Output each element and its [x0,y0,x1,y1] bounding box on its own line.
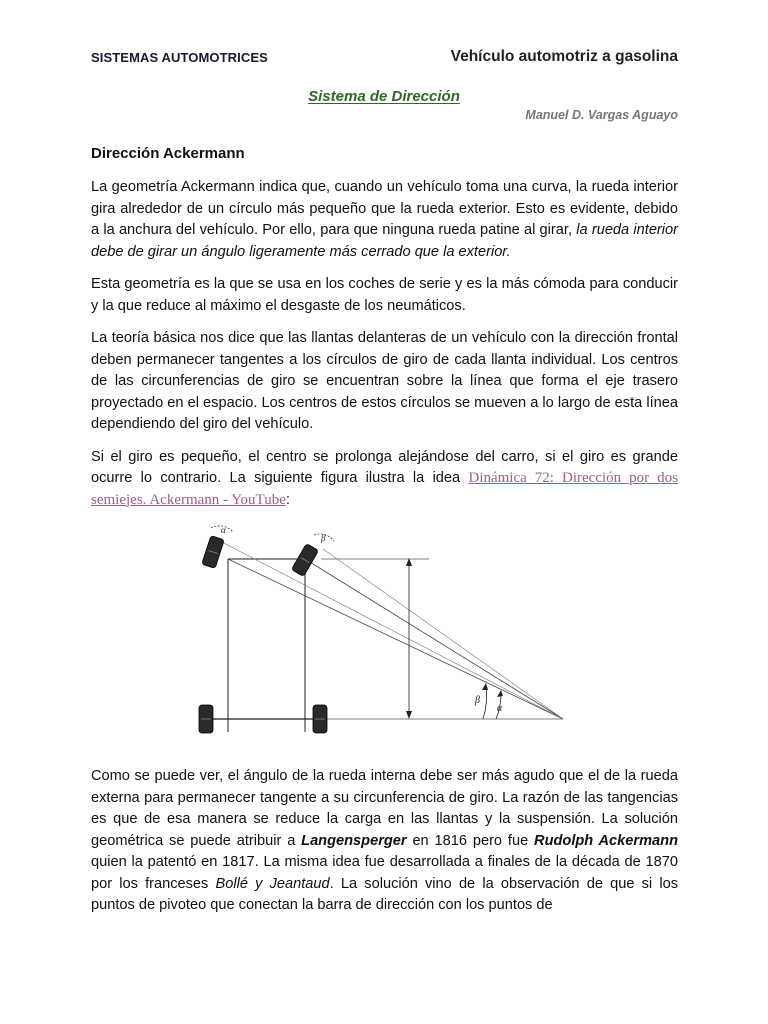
beta-wheel-label: β [321,533,326,543]
paragraph-5-langensperger: Langensperger [301,832,407,849]
inner-wheel-perp [216,539,563,719]
inner-wheel-radius [228,559,563,719]
beta-arc [483,685,487,719]
paragraph-5-t4: . La solución vino de la observación de que si los puntos de pivoteo que conectan la barra de dirección con los puntos de [91,875,678,913]
paragraph-5-t2: en 1816 pero fue [406,832,535,849]
paragraph-3: La teoría básica nos dice que las llantas delanteras de un vehículo con la dirección frontal deben permanecer tangentes a los círculos de giro de cada llanta individual. Los centros de las circunferencias de giro se encuentran sobre la línea que forma el eje trasero proyectado en el espacio. Los centros de estos círculos se mueven a lo largo de esta línea dependiendo del giro del vehículo. [91,330,678,432]
author-name: Manuel D. Vargas Aguayo [525,108,678,122]
paragraph-5-t1: Como se puede ver, el ángulo de la rueda interna debe ser más agudo que el de la rueda externa para permanecer tangente a su circunferencia de giro. La razón de las tangencias es que de esa manera se reduce la carga en las llantas y la suspensión. La solución geométrica se puede atribuir a [91,768,678,849]
paragraph-5-t3: quien la patentó en 1817. La misma idea fue desarrollada a finales de la década de 1870 por los franceses [91,854,678,892]
document-title-text: Sistema de Dirección [308,88,460,105]
paragraph-5 [91,766,678,917]
paragraph-1-italic: la rueda interior debe de girar un ángulo ligeramente más cerrado que la exterior. [91,222,679,260]
section-heading: Dirección Ackermann [91,145,245,162]
document-title [0,88,768,105]
paragraph-5-ackermann: Rudolph Ackermann [534,832,678,849]
paragraph-4-end: : [285,491,290,508]
alpha-arrow [497,690,503,697]
document-body [91,145,678,928]
paragraph-4-text: Si el giro es pequeño, el centro se prolonga alejándose del carro, si el giro es grande ocurre lo contrario. La siguiente figura ilustra la idea [91,448,678,486]
ackermann-diagram [91,522,678,754]
beta-angle-label: β [475,695,480,706]
header-topic: Vehículo automotriz a gasolina [450,48,678,65]
paragraph-1 [91,177,678,263]
beta-arrow [482,683,488,690]
arrowheads [406,558,503,719]
header-course: SISTEMAS AUTOMOTRICES [91,50,268,65]
wheelbase-arrow-bottom [406,711,412,719]
ackermann-diagram-svg [91,522,678,754]
paragraph-2: Esta geometría es la que se usa en los coches de serie y es la más cómoda para conducir y la que reduce al máximo el desgaste de los neumáticos. [91,276,678,314]
paragraph-5-bolle: Bollé y Jeantaud [215,875,330,892]
outer-wheel-perp [323,549,563,719]
youtube-link[interactable]: Dinámica 72: Dirección por dos semiejes. Ackermann - YouTube [91,470,678,508]
paragraph-1-text: La geometría Ackermann indica que, cuando un vehículo toma una curva, la rueda interior gira alrededor de un círculo más pequeño que la rueda exterior. Esto es evidente, debido a la anchura del vehículo. Por ello, para que ninguna rueda patine al girar, [91,179,678,238]
alpha-wheel-label: α [221,525,226,535]
paragraph-4 [91,447,678,512]
outer-wheel-radius [305,559,563,719]
alpha-angle-label: α [497,703,503,714]
page-header [91,48,678,70]
